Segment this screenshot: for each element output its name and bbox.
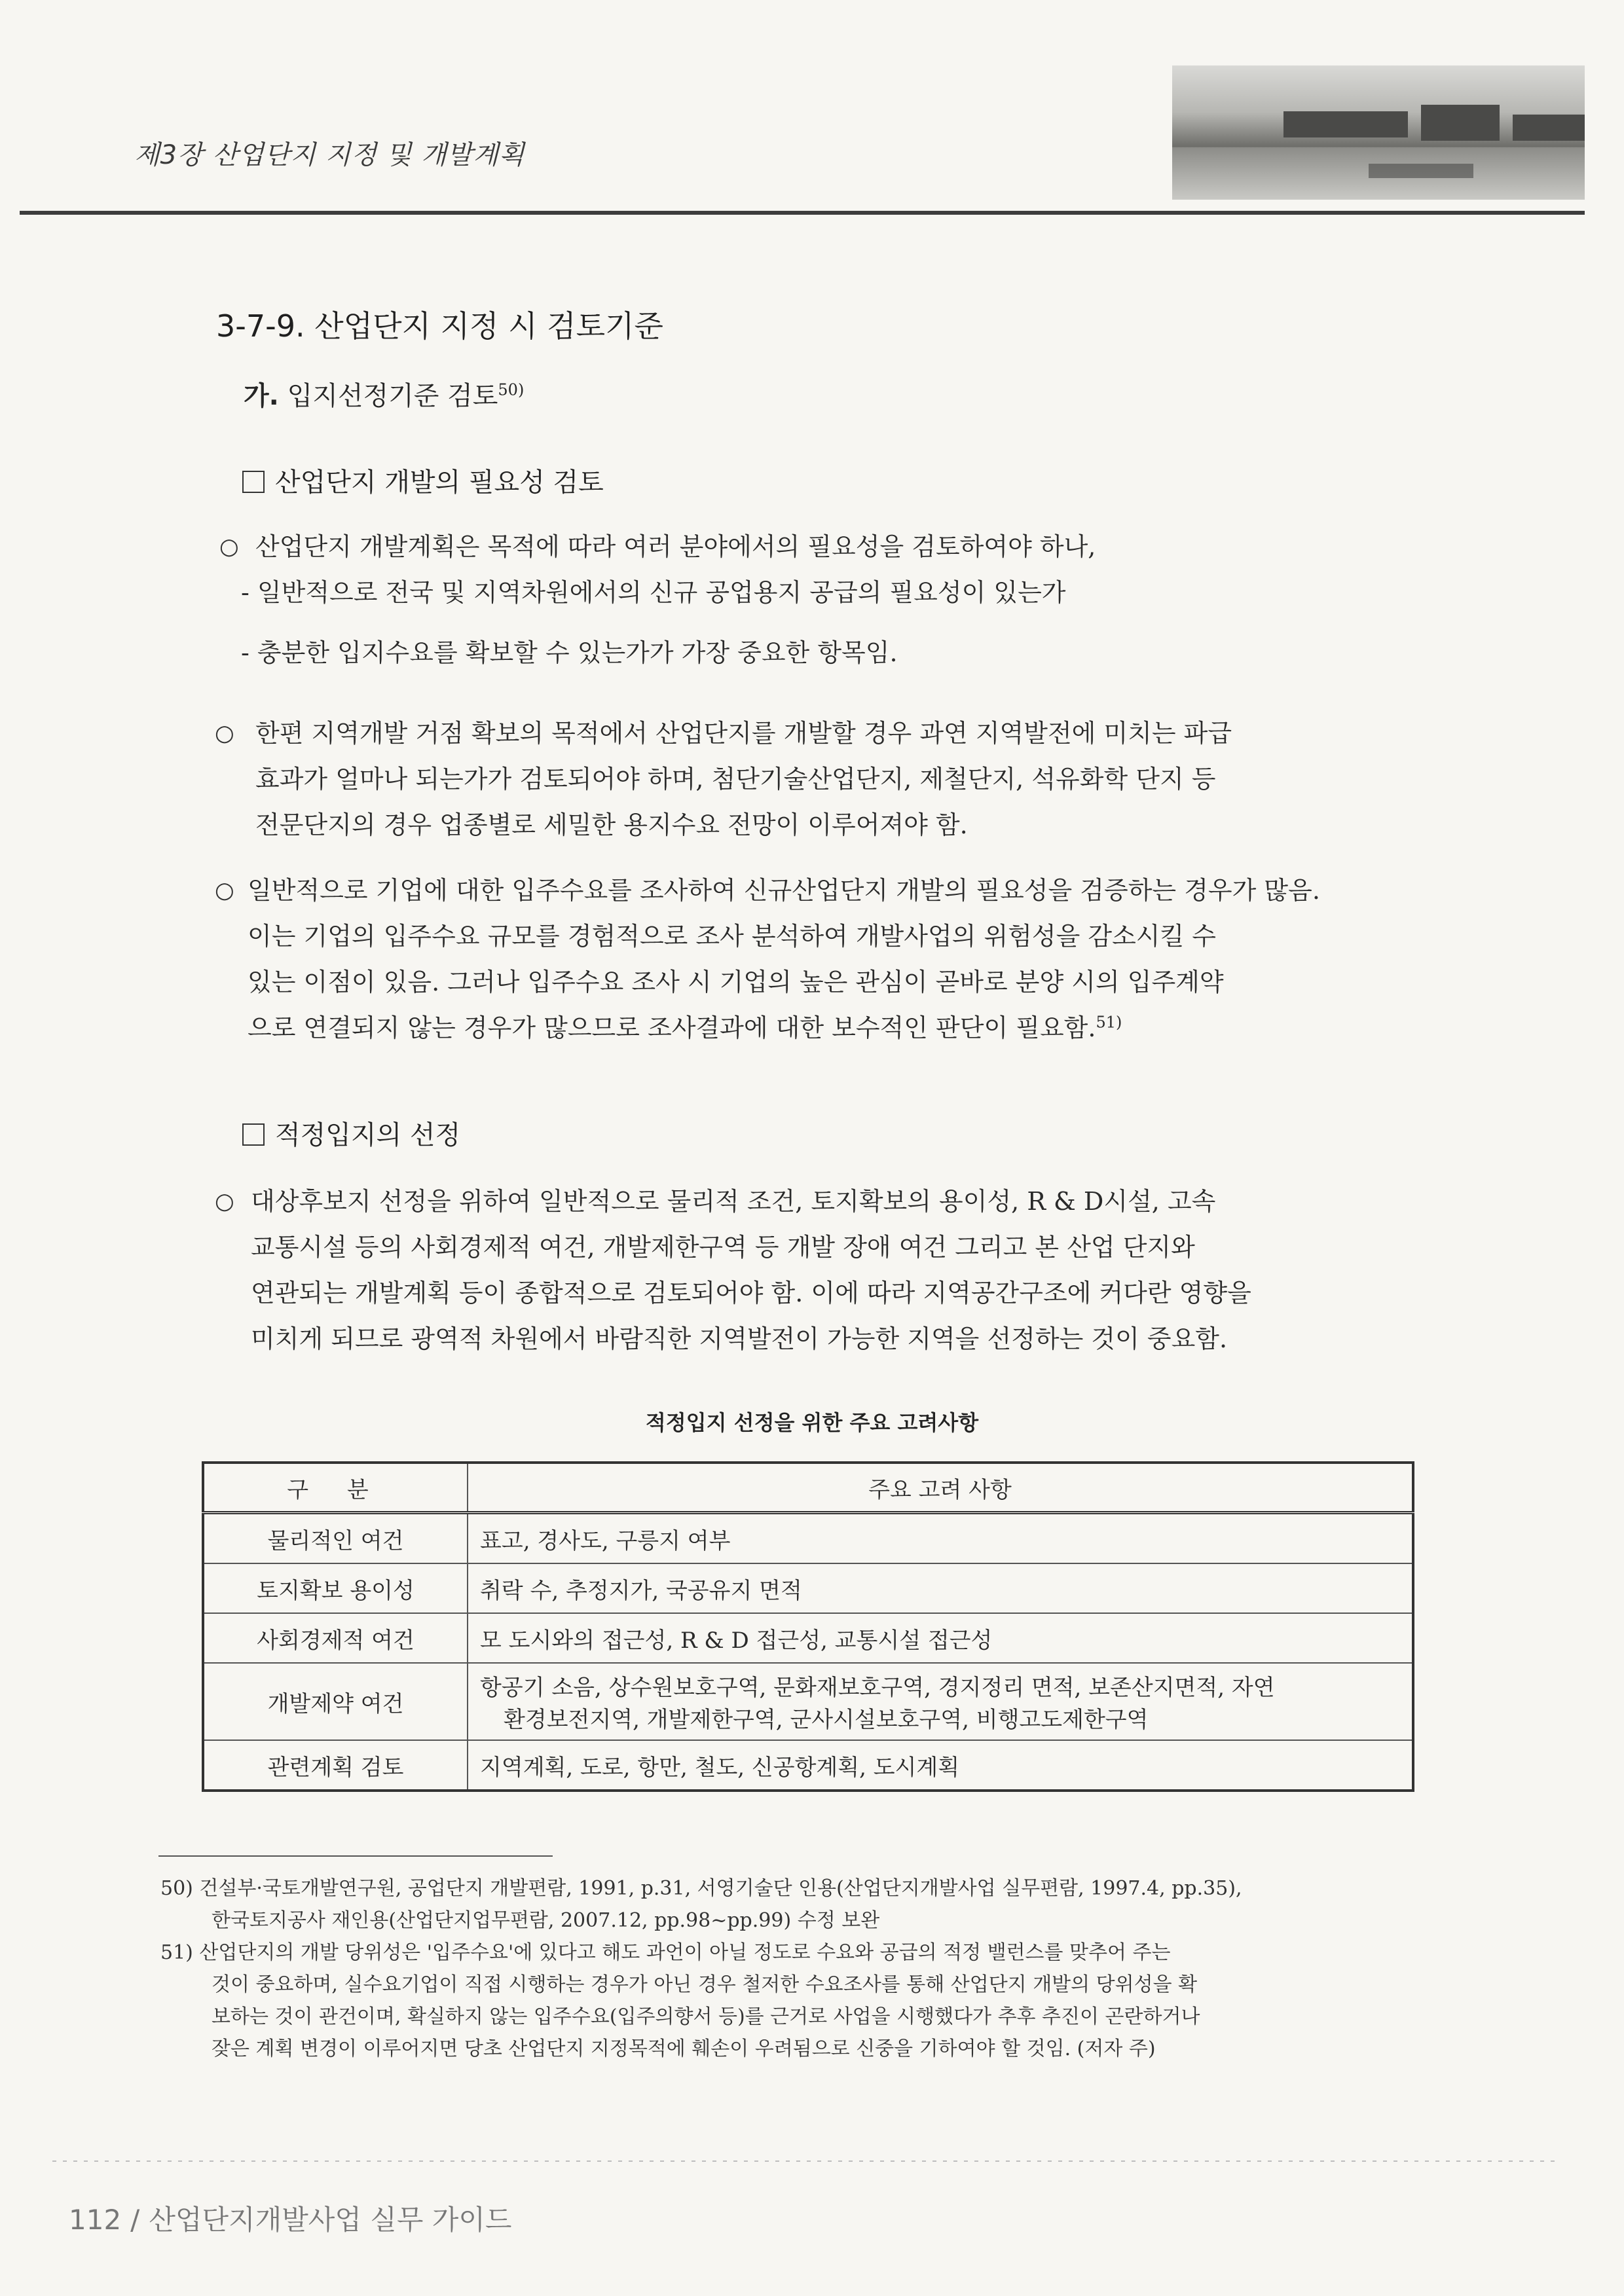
footer-dotted-rule <box>52 2160 1559 2162</box>
subsection-text: 입지선정기준 검토 <box>287 381 498 411</box>
footnote-50: 50) 건설부·국토개발연구원, 공업단지 개발편람, 1991, p.31, 서영기술단 인용(산업단지개발사업 실무편람, 1997.4, pp.35), <box>160 1877 1242 1900</box>
table-cell-value: 항공기 소음, 상수원보호구역, 문화재보호구역, 경지정리 면적, 보존산지면적, 자연 환경보전지역, 개발제한구역, 군사시설보호구역, 비행고도제한구역 <box>468 1663 1413 1740</box>
checkbox-square-icon <box>242 1123 265 1146</box>
table-cell-label: 개발제약 여건 <box>203 1663 468 1740</box>
page-number: 112 <box>69 2204 122 2236</box>
footer-separator: / <box>130 2204 140 2236</box>
book-title: 산업단지개발사업 실무 가이드 <box>149 2204 512 2236</box>
page-footer <box>69 2198 511 2238</box>
bullet-circle-icon: ○ <box>215 720 234 746</box>
heading-site-selection-text: 적정입지의 선정 <box>275 1120 461 1150</box>
table-row <box>203 1663 1413 1740</box>
table-cell-value: 모 도시와의 접근성, R & D 접근성, 교통시설 접근성 <box>468 1613 1413 1663</box>
heading-necessity-text: 산업단지 개발의 필요성 검토 <box>275 467 604 498</box>
table-header-category: 구 분 <box>203 1463 468 1513</box>
table-row <box>203 1740 1413 1791</box>
paragraph-necessity-3: 일반적으로 기업에 대한 입주수요를 조사하여 신규산업단지 개발의 필요성을 검증하는 경우가 많음. 이는 기업의 입주수요 규모를 경험적으로 조사 분석하여 개발사업의 위험성을 감소시킬 수 있는 이점이 있음. 그러나 입주수요 조사 시 기업의 높은 관심이 곧바로 분양 시의 입주계약 으로 연결되지 않는 경우가 많으므로 조사결과에 대한 보수적인 판단이 필요함.$^{51)}$ <box>248 876 1320 1042</box>
subsection-mark: 가. <box>244 381 279 411</box>
bullet-circle-icon: ○ <box>215 1188 234 1214</box>
table-cell-label: 물리적인 여건 <box>203 1513 468 1564</box>
header-photo <box>1172 65 1585 200</box>
table-cell-label: 사회경제적 여건 <box>203 1613 468 1663</box>
table-row <box>203 1563 1413 1613</box>
table-row <box>203 1513 1413 1564</box>
footnotes: 50) 건설부·국토개발연구원, 공업단지 개발편람, 1991, p.31, 서영기술단 인용(산업단지개발사업 실무편람, 1997.4, pp.35), 한국토지공사 재인용(산업단지업무편람, 2007.12, pp.98~pp.99) 수정 보완 51) 산업단지의 개발 당위성은 '입주수요'에 있다고 해도 과언이 아닐 정도로 수요와 공급의 적정 밸런스를 맞추어 주는 것이 중요하며, 실수요기업이 직접 시행하는 경우가 아닌 경우 철저한 수요조사를 통해 산업단지 개발의 당위성을 확 보하는 것이 관건이며, 확실하지 않는 입주수요(입주의향서 등)를 근거로 사업을 시행했다가 추후 추진이 곤란하거나 잦은 계획 변경이 이루어지면 당초 산업단지 지정목적에 훼손이 우려됨으로 신중을 기하여야 할 것임. (저자 주) <box>160 1872 1242 2065</box>
dash-item-2: - 충분한 입지수요를 확보할 수 있는가가 가장 중요한 항목임. <box>241 638 898 667</box>
footnote-51: 51) 산업단지의 개발 당위성은 '입주수요'에 있다고 해도 과언이 아닐 정도로 수요와 공급의 적정 밸런스를 맞추어 주는 <box>160 1941 1171 1964</box>
table-row <box>203 1613 1413 1663</box>
paragraph-site-selection: 대상후보지 선정을 위하여 일반적으로 물리적 조건, 토지확보의 용이성, R & D시설, 고속 교통시설 등의 사회경제적 여건, 개발제한구역 등 개발 장애 여건 그리고 본 산업 단지와 연관되는 개발계획 등이 종합적으로 검토되어야 함. 이에 따라 지역공간구조에 커다란 영향을 미치게 되므로 광역적 차원에서 바람직한 지역발전이 가능한 지역을 선정하는 것이 중요함. <box>251 1187 1251 1353</box>
dash-item-1: - 일반적으로 전국 및 지역차원에서의 신규 공업용지 공급의 필요성이 있는가 <box>241 578 1066 607</box>
considerations-table <box>202 1461 1414 1792</box>
heading-necessity <box>242 462 604 499</box>
footnote-rule <box>158 1855 553 1857</box>
header-rule <box>20 211 1585 215</box>
paragraph-necessity-2: 한편 지역개발 거점 확보의 목적에서 산업단지를 개발할 경우 과연 지역발전에 미치는 파급 효과가 얼마나 되는가가 검토되어야 하며, 첨단기술산업단지, 제철단지, 석유화학 단지 등 전문단지의 경우 업종별로 세밀한 용지수요 전망이 이루어져야 함. <box>255 719 1232 839</box>
table-cell-label: 관련계획 검토 <box>203 1740 468 1791</box>
section-title: 3-7-9. 산업단지 지정 시 검토기준 <box>216 308 663 344</box>
table-header-row <box>203 1463 1413 1513</box>
table-caption: 적정입지 선정을 위한 주요 고려사항 <box>645 1410 979 1435</box>
table-cell-value: 지역계획, 도로, 항만, 철도, 신공항계획, 도시계획 <box>468 1740 1413 1791</box>
table-cell-value: 표고, 경사도, 구릉지 여부 <box>468 1513 1413 1564</box>
bullet-circle-icon: ○ <box>219 534 239 560</box>
footnote-ref-51: 51) <box>1096 1013 1122 1032</box>
bullet-circle-icon: ○ <box>215 877 234 903</box>
checkbox-square-icon <box>242 471 265 493</box>
table-header-considerations: 주요 고려 사항 <box>468 1463 1413 1513</box>
heading-site-selection <box>242 1114 460 1152</box>
chapter-title: 제3장 산업단지 지정 및 개발계획 <box>134 140 525 170</box>
table-cell-value: 취락 수, 추정지가, 국공유지 면적 <box>468 1563 1413 1613</box>
footnote-ref-50: 50) <box>498 380 525 399</box>
table-cell-label: 토지확보 용이성 <box>203 1563 468 1613</box>
subsection-title <box>244 375 524 412</box>
paragraph-necessity-1: 산업단지 개발계획은 목적에 따라 여러 분야에서의 필요성을 검토하여야 하나, <box>255 532 1096 561</box>
